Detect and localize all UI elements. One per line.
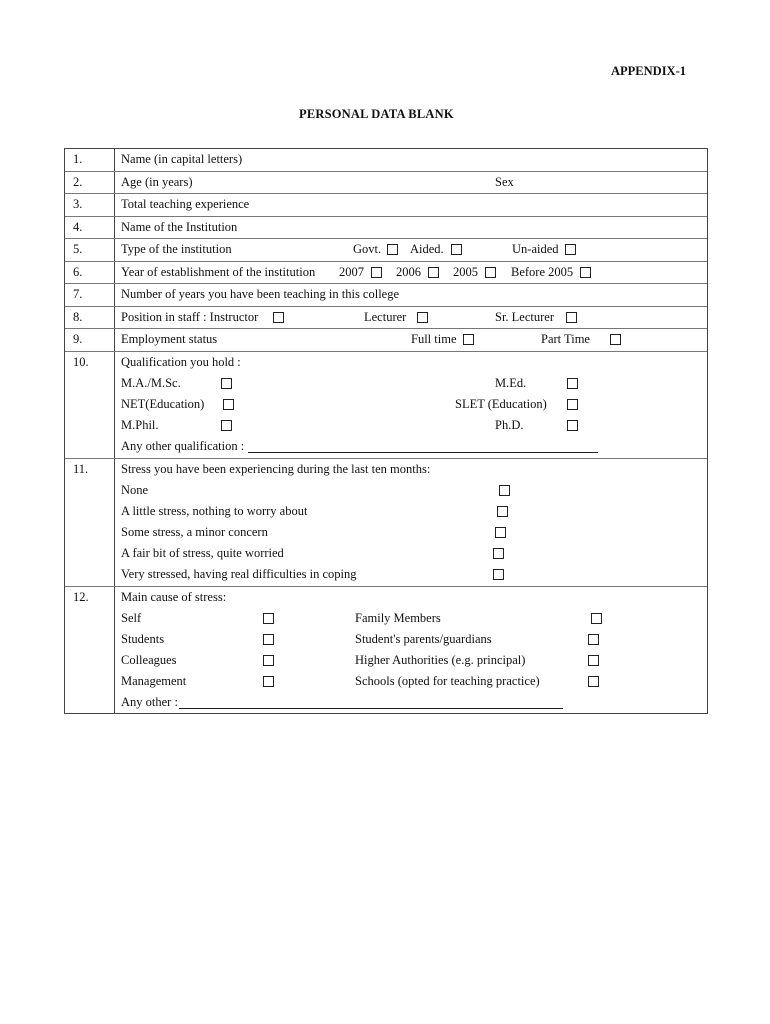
aided-label: Aided. xyxy=(410,242,444,256)
year-2007-checkbox[interactable] xyxy=(371,267,382,278)
cause-label: Higher Authorities (e.g. principal) xyxy=(355,652,526,667)
phd-checkbox[interactable] xyxy=(567,420,578,431)
stress-little-checkbox[interactable] xyxy=(497,506,508,517)
phd-label: Ph.D. xyxy=(495,417,524,432)
row-number: 12. xyxy=(65,587,115,713)
row-institution-type xyxy=(65,238,707,261)
stress-fair-checkbox[interactable] xyxy=(493,548,504,559)
row-number: 9. xyxy=(65,329,115,351)
mphil-label: M.Phil. xyxy=(121,417,159,432)
before-2005-checkbox[interactable] xyxy=(580,267,591,278)
sex-label: Sex xyxy=(495,174,514,189)
position-label: Position in staff : Instructor xyxy=(121,309,259,324)
row-number: 3. xyxy=(65,194,115,216)
row-qualification xyxy=(65,351,707,458)
row-number: 8. xyxy=(65,307,115,329)
stress-option-label: Some stress, a minor concern xyxy=(121,524,268,539)
name-label: Name (in capital letters) xyxy=(121,152,243,166)
row-number: 1. xyxy=(65,149,115,171)
stress-option-label: Very stressed, having real difficulties in coping xyxy=(121,566,357,581)
slet-label: SLET (Education) xyxy=(455,396,547,411)
row-name xyxy=(65,149,707,171)
qualification-label: Qualification you hold : xyxy=(121,354,241,369)
stress-none-checkbox[interactable] xyxy=(499,485,510,496)
cause-label: Self xyxy=(121,610,142,625)
full-time-checkbox[interactable] xyxy=(463,334,474,345)
cause-authorities-checkbox[interactable] xyxy=(588,655,599,666)
net-label: NET(Education) xyxy=(121,396,205,411)
cause-parents-checkbox[interactable] xyxy=(588,634,599,645)
instructor-checkbox[interactable] xyxy=(273,312,284,323)
cause-schools-checkbox[interactable] xyxy=(588,676,599,687)
cause-label: Management xyxy=(121,673,187,688)
other-cause-label: Any other : xyxy=(121,694,178,709)
row-employment xyxy=(65,328,707,351)
mphil-checkbox[interactable] xyxy=(221,420,232,431)
slet-checkbox[interactable] xyxy=(567,399,578,410)
row-number: 10. xyxy=(65,352,115,458)
cause-label: Schools (opted for teaching practice) xyxy=(355,673,540,688)
part-time-checkbox[interactable] xyxy=(610,334,621,345)
stress-very-checkbox[interactable] xyxy=(493,569,504,580)
full-time-label: Full time xyxy=(411,332,457,346)
year-2006-checkbox[interactable] xyxy=(428,267,439,278)
years-teaching-label: Number of years you have been teaching in this college xyxy=(121,287,400,301)
aided-checkbox[interactable] xyxy=(451,244,462,255)
unaided-label: Un-aided xyxy=(512,242,559,256)
row-experience xyxy=(65,193,707,216)
cause-label: Colleagues xyxy=(121,652,177,667)
year-2005-label: 2005 xyxy=(453,264,478,279)
row-stress-level xyxy=(65,458,707,586)
year-established-label: Year of establishment of the institution xyxy=(121,264,316,279)
ma-msc-checkbox[interactable] xyxy=(221,378,232,389)
row-years-teaching xyxy=(65,283,707,306)
row-number: 4. xyxy=(65,217,115,239)
cause-family-checkbox[interactable] xyxy=(591,613,602,624)
ma-msc-label: M.A./M.Sc. xyxy=(121,375,181,390)
row-position xyxy=(65,306,707,329)
cause-label: Students xyxy=(121,631,165,646)
employment-label: Employment status xyxy=(121,332,218,346)
row-number: 11. xyxy=(65,459,115,586)
stress-option-label: None xyxy=(121,482,149,497)
cause-colleagues-checkbox[interactable] xyxy=(263,655,274,666)
other-cause-field[interactable] xyxy=(179,708,563,709)
stress-cause-label: Main cause of stress: xyxy=(121,589,227,604)
row-number: 6. xyxy=(65,262,115,284)
row-stress-cause xyxy=(65,586,707,713)
cause-students-checkbox[interactable] xyxy=(263,634,274,645)
stress-option-label: A fair bit of stress, quite worried xyxy=(121,545,284,560)
row-number: 2. xyxy=(65,172,115,194)
stress-option-label: A little stress, nothing to worry about xyxy=(121,503,308,518)
sr-lecturer-label: Sr. Lecturer xyxy=(495,309,555,324)
lecturer-label: Lecturer xyxy=(364,309,407,324)
govt-checkbox[interactable] xyxy=(387,244,398,255)
govt-label: Govt. xyxy=(353,242,382,256)
institution-label: Name of the Institution xyxy=(121,219,238,234)
med-label: M.Ed. xyxy=(495,375,527,390)
appendix-label: APPENDIX-1 xyxy=(611,64,686,78)
stress-level-label: Stress you have been experiencing during the last ten months: xyxy=(121,461,431,476)
year-2005-checkbox[interactable] xyxy=(485,267,496,278)
med-checkbox[interactable] xyxy=(567,378,578,389)
row-age xyxy=(65,171,707,194)
part-time-label: Part Time xyxy=(541,332,590,346)
row-year-established xyxy=(65,261,707,284)
age-label: Age (in years) xyxy=(121,174,193,189)
cause-label: Family Members xyxy=(355,610,441,625)
cause-self-checkbox[interactable] xyxy=(263,613,274,624)
sr-lecturer-checkbox[interactable] xyxy=(566,312,577,323)
stress-some-checkbox[interactable] xyxy=(495,527,506,538)
year-2006-label: 2006 xyxy=(396,264,421,279)
row-number: 5. xyxy=(65,239,115,261)
row-institution xyxy=(65,216,707,239)
lecturer-checkbox[interactable] xyxy=(417,312,428,323)
unaided-checkbox[interactable] xyxy=(565,244,576,255)
other-qualification-field[interactable] xyxy=(248,452,598,453)
cause-label: Student's parents/guardians xyxy=(355,631,492,646)
other-qualification-label: Any other qualification : xyxy=(121,438,245,453)
cause-management-checkbox[interactable] xyxy=(263,676,274,687)
page-title: PERSONAL DATA BLANK xyxy=(299,107,454,121)
institution-type-label: Type of the institution xyxy=(121,242,232,256)
year-2007-label: 2007 xyxy=(339,264,364,279)
personal-data-form xyxy=(64,148,708,714)
before-2005-label: Before 2005 xyxy=(511,264,574,279)
experience-label: Total teaching experience xyxy=(121,197,250,211)
row-number: 7. xyxy=(65,284,115,306)
net-checkbox[interactable] xyxy=(223,399,234,410)
